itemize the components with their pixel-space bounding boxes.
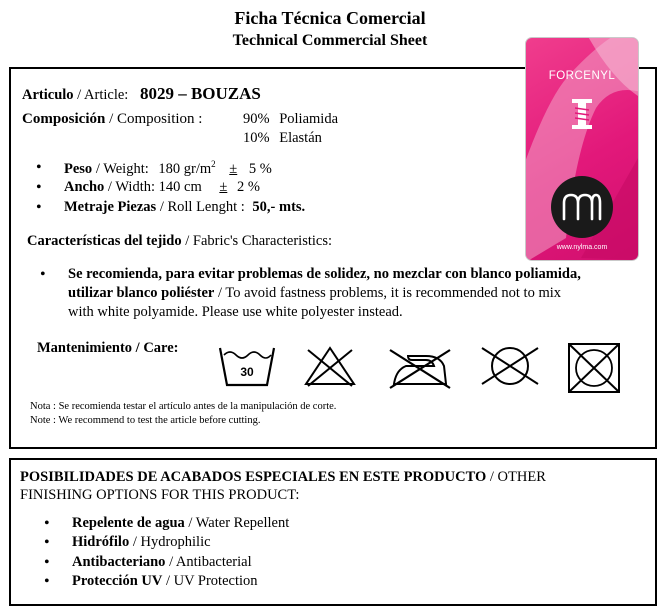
characteristics-heading-es: Características del tejido bbox=[27, 233, 182, 249]
finishing-item bbox=[72, 534, 211, 551]
care-label-es: Mantenimiento bbox=[37, 340, 133, 356]
note-en: Note : We recommend to test the article before cutting. bbox=[30, 415, 261, 426]
spec-width-label: Ancho bbox=[64, 179, 105, 195]
composition-fiber: Poliamida bbox=[279, 111, 339, 127]
finishing-heading-en: / OTHER bbox=[486, 469, 546, 485]
characteristics-text: utilizar blanco poliéster bbox=[68, 285, 215, 301]
care-label-en: / Care: bbox=[132, 340, 179, 356]
no-iron-icon bbox=[386, 346, 454, 390]
composition-label-es: Composición bbox=[22, 111, 106, 127]
finishing-item bbox=[72, 554, 252, 571]
sheet-title-es: Ficha Técnica Comercial bbox=[234, 8, 426, 28]
composition-fiber: Elastán bbox=[279, 130, 322, 146]
nylma-logo-icon bbox=[550, 175, 614, 239]
composition-line bbox=[22, 111, 202, 128]
characteristics-line-2 bbox=[68, 285, 561, 302]
finishing-item-es: Antibacteriano bbox=[72, 554, 166, 570]
spec-weight-label: Peso bbox=[64, 160, 93, 177]
spec-weight-value: 180 gr/m bbox=[158, 160, 212, 177]
note-es: Nota : Se recomienda testar el artículo antes de la manipulación de corte. bbox=[30, 401, 337, 412]
spec-roll bbox=[64, 199, 305, 216]
finishing-item-en: / Water Repellent bbox=[184, 515, 290, 531]
brand-url: www.nylma.com bbox=[556, 244, 608, 251]
care-label bbox=[37, 340, 179, 357]
characteristics-text-en: / To avoid fastness problems, it is recommended not to mix bbox=[214, 285, 562, 301]
characteristics-text: Se recomienda, para evitar problemas de solidez, no mezclar con blanco poliamida, bbox=[68, 266, 581, 282]
spec-width bbox=[64, 179, 260, 196]
no-tumble-dry-icon bbox=[566, 341, 622, 395]
tolerance-symbol: ± bbox=[219, 179, 228, 195]
finishing-item-es: Repelente de agua bbox=[72, 515, 185, 531]
wash-30-icon bbox=[218, 344, 276, 388]
finishing-item bbox=[72, 515, 289, 532]
spec-weight-label-en: / Weight: bbox=[92, 160, 149, 177]
finishing-heading-line2: FINISHING OPTIONS FOR THIS PRODUCT: bbox=[20, 487, 300, 503]
finishing-item-es: Hidrófilo bbox=[72, 534, 130, 550]
spec-roll-label: Metraje Piezas bbox=[64, 199, 157, 215]
finishing-heading bbox=[20, 469, 546, 486]
forcenyl-brand-card bbox=[525, 37, 639, 261]
spec-width-tolerance: 2 % bbox=[236, 179, 260, 195]
no-bleach-icon bbox=[304, 344, 356, 388]
composition-item bbox=[243, 111, 338, 128]
no-dry-clean-icon bbox=[478, 344, 542, 388]
characteristics-line-3 bbox=[68, 304, 403, 321]
characteristics-heading bbox=[27, 233, 332, 250]
article-label-es: Articulo bbox=[22, 87, 74, 103]
finishing-item bbox=[72, 573, 258, 590]
finishing-item-en: / Antibacterial bbox=[165, 554, 252, 570]
spec-weight-unit-exp: 2 bbox=[211, 159, 216, 169]
characteristics-heading-en: / Fabric's Characteristics: bbox=[181, 233, 333, 249]
brand-name: FORCENYL bbox=[548, 70, 616, 82]
spool-icon bbox=[569, 98, 595, 130]
finishing-item-en: / Hydrophilic bbox=[129, 534, 211, 550]
characteristics-text-en: with white polyamide. Please use white polyester instead. bbox=[68, 304, 403, 320]
spec-width-label-en: / Width: 140 cm bbox=[104, 179, 202, 195]
finishing-item-en: / UV Protection bbox=[162, 573, 258, 589]
spec-roll-value: 50,- mts. bbox=[252, 199, 306, 215]
finishing-item-es: Protección UV bbox=[72, 573, 163, 589]
article-label-en: / Article: bbox=[77, 87, 129, 103]
composition-percent: 90% bbox=[243, 111, 270, 127]
article-value: 8029 – BOUZAS bbox=[139, 84, 261, 103]
spec-weight-tolerance: 5 % bbox=[248, 160, 272, 177]
spec-roll-label-en: / Roll Lenght : bbox=[156, 199, 245, 215]
composition-label-en: / Composition : bbox=[109, 111, 203, 127]
tolerance-symbol: ± bbox=[229, 160, 238, 177]
composition-percent: 10% bbox=[243, 130, 270, 146]
finishing-heading-es: POSIBILIDADES DE ACABADOS ESPECIALES EN ESTE PRODUCTO bbox=[20, 469, 487, 485]
characteristics-line-1 bbox=[68, 266, 581, 283]
composition-item bbox=[243, 130, 322, 147]
wash-temp: 30 bbox=[240, 365, 254, 379]
article-line bbox=[22, 84, 261, 104]
sheet-title-en: Technical Commercial Sheet bbox=[232, 32, 428, 49]
spec-weight bbox=[64, 159, 272, 178]
